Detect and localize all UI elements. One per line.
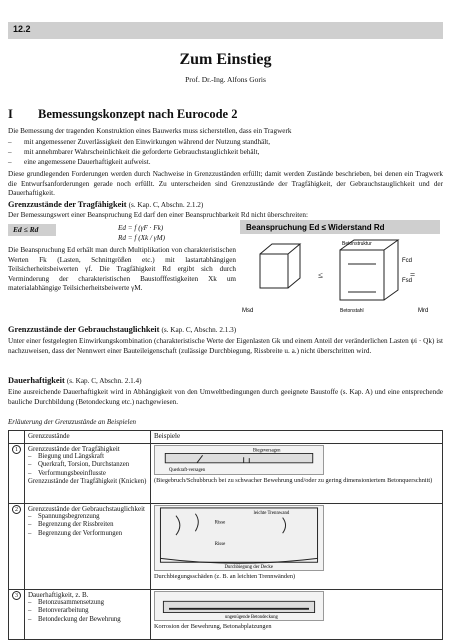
table-row: 3 Dauerhaftigkeit, z. B. – Betonzusammensetzung – Betonverarbeitung – Betondeckung der Bewehrung ungenügende Betondeckung Korrosion der Bewehrung, Betonabplatzungen — [9, 590, 443, 640]
beam-failure-figure — [154, 445, 324, 475]
svg-text:Fsd: Fsd — [402, 278, 413, 284]
heading-serviceability: Grenzzustände der Gebrauchstauglichkeit (s. Kap. C, Abschn. 2.1.3) — [8, 325, 237, 334]
svg-text:Fcd: Fcd — [402, 258, 413, 264]
deflection-figure — [154, 505, 324, 571]
ultimate-intro: Der Bemessungswert einer Beanspruchung Ed darf den einer Beanspruchbarkeit Rd nicht überschreiten: — [8, 211, 308, 219]
list-item: – mit angemessener Zuverlässigkeit den Einwirkungen während der Nutzung standhält, — [8, 138, 271, 146]
svg-text:=: = — [410, 270, 416, 280]
svg-text:leichte Trennwand: leichte Trennwand — [253, 510, 290, 516]
list-item: – mit annehmbarer Wahrscheinlichkeit die geforderte Gebrauchstauglichkeit behält, — [8, 148, 260, 156]
page-title: Zum Einstieg — [179, 51, 272, 68]
svg-text:Risse: Risse — [214, 520, 226, 526]
heading-durability: Dauerhaftigkeit (s. Kap. C, Abschn. 2.1.4) — [8, 376, 142, 385]
svg-text:Mrd: Mrd — [418, 308, 429, 314]
col-header: Grenzzustände — [25, 431, 151, 444]
chapter-title: Bemessungskonzept nach Eurocode 2 — [38, 107, 238, 121]
formula-ed: Ed = f (γF · Fk) — [118, 224, 164, 232]
resistance-diagram — [240, 220, 440, 320]
heading-ultimate-limit: Grenzzustände der Tragfähigkeit (s. Kap. C, Abschn. 2.1.2) — [8, 200, 204, 209]
chapter-heading — [8, 107, 237, 122]
table-row: 2 Grenzzustände der Gebrauchstauglichkeit – Spannungsbegrenzung – Begrenzung der Rissbreiten – Begrenzung der Verformungen leichte Trennwand Risse Risse Durchbiegung der Decke Durchbiegungsschäden (z. B. an leichten Trennwänden) — [9, 504, 443, 590]
svg-text:Msd: Msd — [242, 308, 254, 314]
svg-text:Beanspruchung Ed ≤ Widerstand: Beanspruchung Ed ≤ Widerstand Rd — [246, 223, 385, 232]
svg-text:Biegeversagen: Biegeversagen — [253, 448, 281, 454]
svg-text:Querkraft-versagen: Querkraft-versagen — [169, 468, 206, 474]
chapter-number: I — [8, 107, 13, 121]
examples-table — [8, 430, 443, 640]
table-row: 1 Grenzzustände der Tragfähigkeit – Biegung und Längskraft – Querkraft, Torsion, Durchstanzen – Verformungsbeeinflusste Grenzzustände der Tragfähigkeit (Knicken) Querkraft-versagen Biegeversagen (Biegebruch/Schubbruch bei zu schwacher Bewehrung und/oder zu gering dimensioniertem Betonquerschnitt) — [9, 444, 443, 504]
svg-text:ungenügende Betondeckung: ungenügende Betondeckung — [225, 615, 278, 621]
svg-text:≤: ≤ — [318, 270, 323, 280]
list-item: – eine angemessene Dauerhaftigkeit aufweist. — [8, 158, 151, 166]
corrosion-figure — [154, 591, 324, 621]
durability-text: Eine ausreichende Dauerhaftigkeit wird in Abhängigkeit von den Umweltbedingungen durch geeignete Baustoffe (s. Kap. A) und eine entsprechende bauliche Durchbildung (Betondeckung etc.) nachgewiesen. — [8, 388, 443, 406]
section-number: 12.2 — [13, 24, 31, 34]
svg-text:Betonstahl: Betonstahl — [340, 308, 364, 314]
formula-rd: Rd = f (Xk / γM) — [118, 234, 165, 242]
svg-text:Risse: Risse — [214, 541, 226, 547]
table-caption: Erläuterung der Grenzzustände an Beispielen — [8, 418, 137, 426]
paragraph-limit-states: Diese grundlegenden Forderungen werden durch Nachweise in Grenzzuständen erfüllt; damit werden Zustände beschrieben, bei denen ein Tragwerk die Entwurfsanforderungen gerade noch erfüllt. Zu unterscheiden sind Grenzzustände der Tragfähigkeit, der Gebrauchstauglichkeit und der Dauerhaftigkeit. — [8, 170, 443, 198]
serviceability-text: Unter einer festgelegten Einwirkungskombination (charakteristische Werte der Eigenlasten Gk und einem Anteil der veränderlichen Lasten ψi · Qk) ist nachzuweisen, dass der Nennwert einer Bauteileigenschaft (zulässige Durchbiegung, Rissbreite u. a.) nicht überschritten wird. — [8, 337, 443, 355]
section-header-bar — [8, 22, 443, 39]
col-header: Beispiele — [151, 431, 443, 444]
svg-text:Betonstruktur: Betonstruktur — [342, 241, 372, 247]
svg-text:Durchbiegung der Decke: Durchbiegung der Decke — [224, 565, 273, 571]
ultimate-text: Die Beanspruchung Ed erhält man durch Multiplikation von charakteristischen Werten Fk (Lasten, Schnittgrößen etc.) mit lastartabhängigen Teilsicherheitsbeiwerten γf. Die Tragfähigkeit Rd ergibt sich durch Verminderung der charakteristischen Baustofffestigkeiten Xk um materialabhängige Teilsicherheitsbeiwerte γM. — [8, 246, 236, 293]
intro-paragraph: Die Bemessung der tragenden Konstruktion eines Bauwerks muss sicherstellen, dass ein Tragwerk — [8, 127, 292, 135]
author: Prof. Dr.-Ing. Alfons Goris — [185, 75, 266, 84]
formula-box: Ed ≤ Rd — [8, 224, 56, 236]
